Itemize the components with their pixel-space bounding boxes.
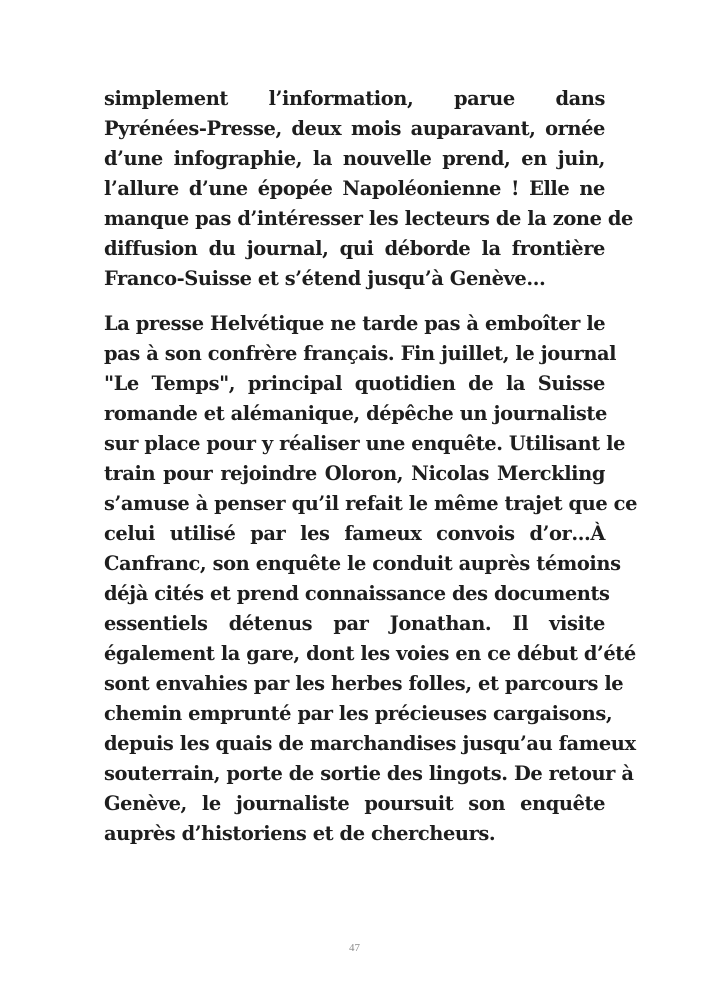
text-line: auprès d’historiens et de chercheurs. bbox=[104, 822, 496, 845]
paragraph-2 bbox=[104, 309, 638, 849]
text-line: sont envahies par les herbes folles, et parcours le bbox=[104, 672, 624, 695]
text-line: l’allure d’une épopée Napoléonienne ! Elle ne bbox=[104, 177, 605, 200]
text-line: Genève, le journaliste poursuit son enquête bbox=[104, 792, 605, 815]
text-line: s’amuse à penser qu’il refait le même trajet que ce bbox=[104, 492, 638, 515]
text-line: romande et alémanique, dépêche un journaliste bbox=[104, 402, 607, 425]
text-line: déjà cités et prend connaissance des documents bbox=[104, 582, 610, 605]
page-number: 47 bbox=[349, 942, 360, 954]
text-line: chemin emprunté par les précieuses cargaisons, bbox=[104, 702, 613, 725]
text-line: simplement l’information, parue dans bbox=[104, 87, 605, 110]
text-line: Franco-Suisse et s’étend jusqu’à Genève… bbox=[104, 267, 546, 290]
text-line: sur place pour y réaliser une enquête. Utilisant le bbox=[104, 432, 626, 455]
text-line: pas à son confrère français. Fin juillet, le journal bbox=[104, 342, 617, 365]
text-line: essentiels détenus par Jonathan. Il visite bbox=[104, 612, 605, 635]
text-line: souterrain, porte de sortie des lingots. De retour à bbox=[104, 762, 634, 785]
text-line: manque pas d’intéresser les lecteurs de la zone de bbox=[104, 207, 633, 230]
text-line: Pyrénées-Presse, deux mois auparavant, ornée bbox=[104, 117, 605, 140]
paragraph-1 bbox=[104, 84, 633, 294]
text-line: d’une infographie, la nouvelle prend, en juin, bbox=[104, 147, 605, 170]
text-line: "Le Temps", principal quotidien de la Suisse bbox=[104, 372, 605, 395]
text-line: La presse Helvétique ne tarde pas à emboîter le bbox=[104, 312, 606, 335]
text-line: celui utilisé par les fameux convois d’or…À bbox=[104, 522, 605, 545]
text-line: également la gare, dont les voies en ce début d’été bbox=[104, 642, 636, 665]
text-line: diffusion du journal, qui déborde la frontière bbox=[104, 237, 605, 260]
text-line: depuis les quais de marchandises jusqu’au fameux bbox=[104, 732, 636, 755]
text-line: Canfranc, son enquête le conduit auprès témoins bbox=[104, 552, 621, 575]
text-line: train pour rejoindre Oloron, Nicolas Merckling bbox=[104, 462, 605, 485]
